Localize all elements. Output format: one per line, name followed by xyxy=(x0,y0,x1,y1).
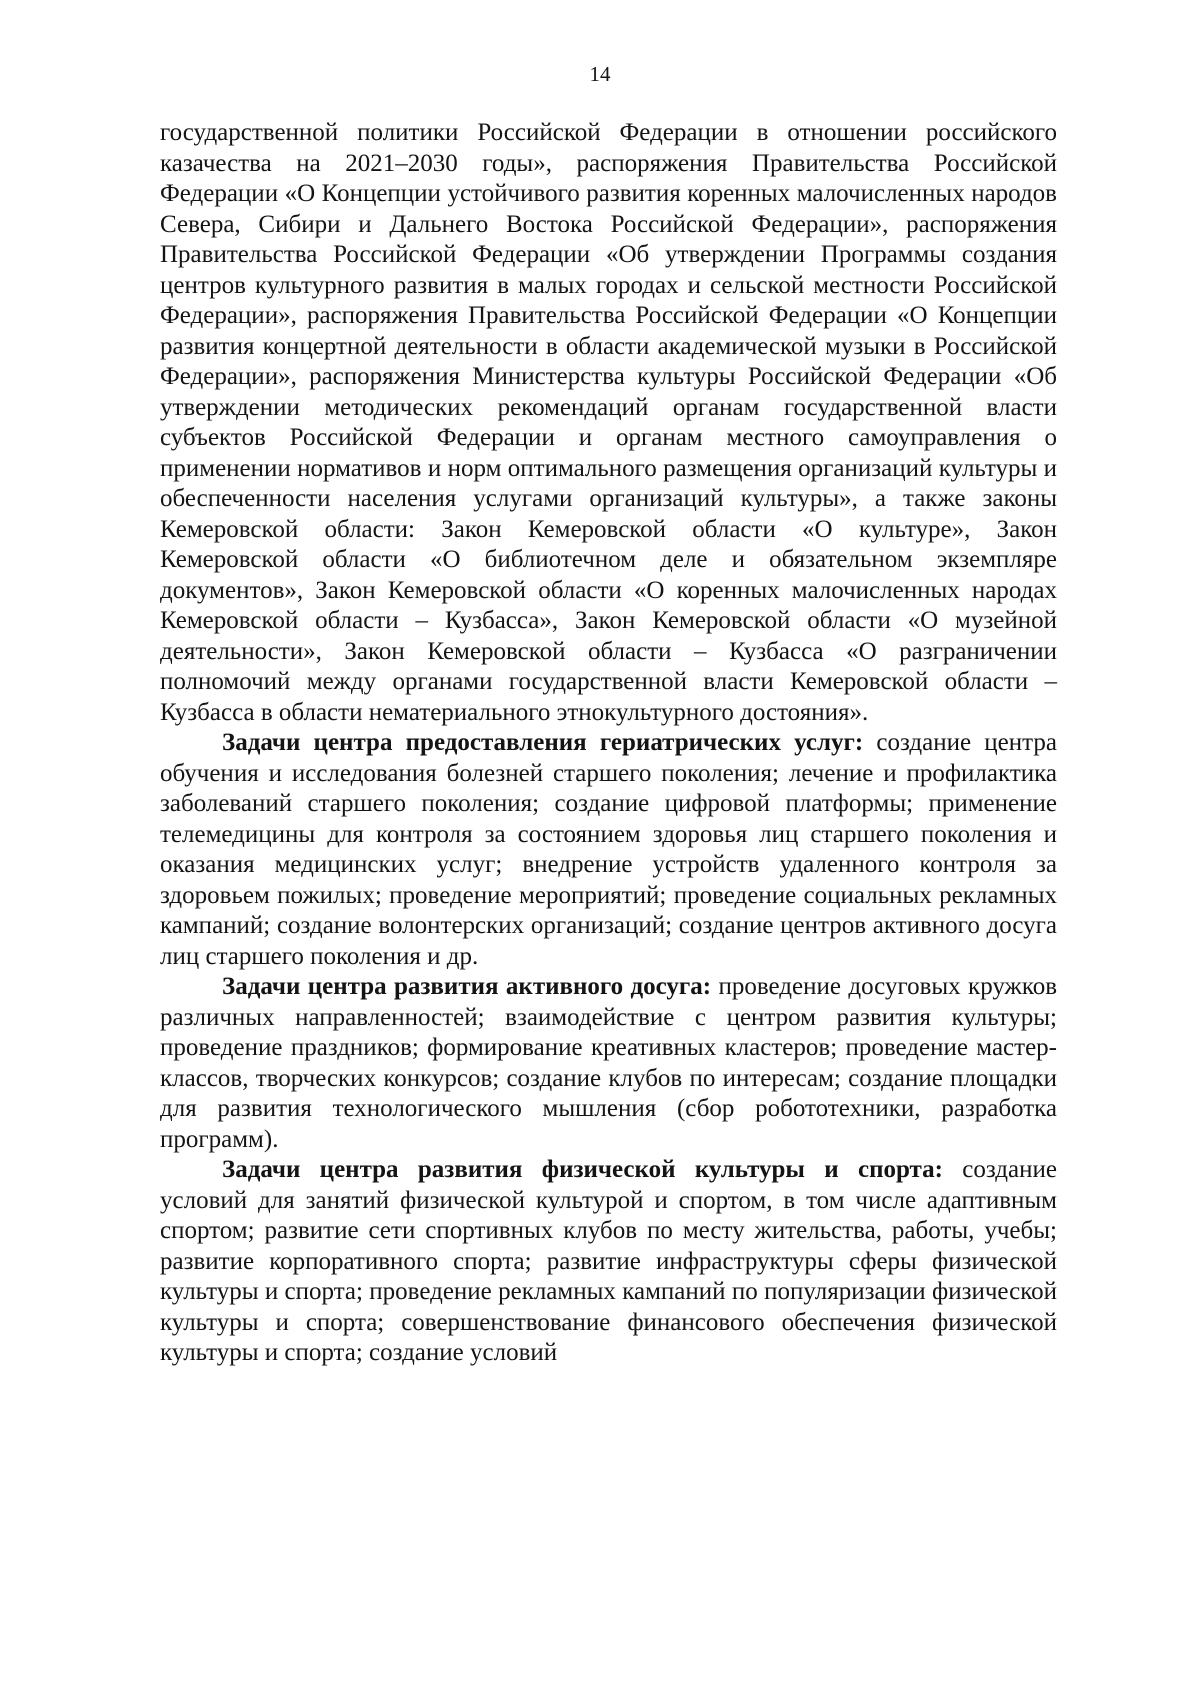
paragraph-text: создание центра обучения и исследования болезней старшего поколения; лечение и профилактика заболеваний старшего поколения; создание цифровой платформы; применение телемедицины для контроля за состоянием здоровья лиц старшего поколения и оказания медицинских услуг; внедрение устройств удаленного контроля за здоровьем пожилых; проведение мероприятий; проведение социальных рекламных кампаний; создание волонтерских организаций; создание центров активного досуга лиц старшего поколения и др. xyxy=(160,729,1057,970)
paragraph-text: создание условий для занятий физической культурой и спортом, в том числе адаптивным спортом; развитие сети спортивных клубов по месту жительства, работы, учебы; развитие корпоративного спорта; развитие инфраструктуры сферы физической культуры и спорта; проведение рекламных кампаний по популяризации физической культуры и спорта; совершенствование финансового обеспечения физической культуры и спорта; создание условий xyxy=(160,1156,1057,1366)
paragraph-text: государственной политики Российской Федерации в отношении российского казачества на 2021–2030 годы», распоряжения Правительства Российской Федерации «О Концепции устойчивого развития коренных малочисленных народов Севера, Сибири и Дальнего Востока Российской Федерации», распоряжения Правительства Российской Федерации «Об утверждении Программы создания центров культурного развития в малых городах и сельской местности Российской Федерации», распоряжения Правительства Российской Федерации «О Концепции развития концертной деятельности в области академической музыки в Российской Федерации», распоряжения Министерства культуры Российской Федерации «Об утверждении методических рекомендаций органам государственной власти субъектов Российской Федерации и органам местного самоуправления о применении нормативов и норм оптимального размещения организаций культуры и обеспеченности населения услугами организаций культуры», а также законы Кемеровской области: Закон Кемеровской области «О культуре», Закон Кемеровской области «О библиотечном деле и обязательном экземпляре документов», Закон Кемеровской области «О коренных малочисленных народах Кемеровской области – Кузбасса», Закон Кемеровской области «О музейной деятельности», Закон Кемеровской области – Кузбасса «О разграничении полномочий между органами государственной власти Кемеровской области – Кузбасса в области нематериального этнокультурного достояния». xyxy=(160,119,1057,726)
page-number: 14 xyxy=(589,62,611,86)
paragraph-heading: Задачи центра развития активного досуга: xyxy=(222,973,712,1000)
paragraph-continuation xyxy=(160,118,1057,728)
paragraph-active-leisure-tasks xyxy=(160,972,1057,1155)
paragraph-heading: Задачи центра развития физической культуры и спорта: xyxy=(222,1156,943,1183)
paragraph-sport-tasks xyxy=(160,1155,1057,1369)
paragraph-geriatric-tasks xyxy=(160,728,1057,972)
paragraph-text: проведение досуговых кружков различных направленностей; взаимодействие с центром развития культуры; проведение праздников; формирование креативных кластеров; проведение мастер-классов, творческих конкурсов; создание клубов по интересам; создание площадки для развития технологического мышления (сбор робототехники, разработка программ). xyxy=(160,973,1057,1153)
document-body xyxy=(160,118,1057,1369)
paragraph-heading: Задачи центра предоставления гериатрических услуг: xyxy=(222,729,864,756)
